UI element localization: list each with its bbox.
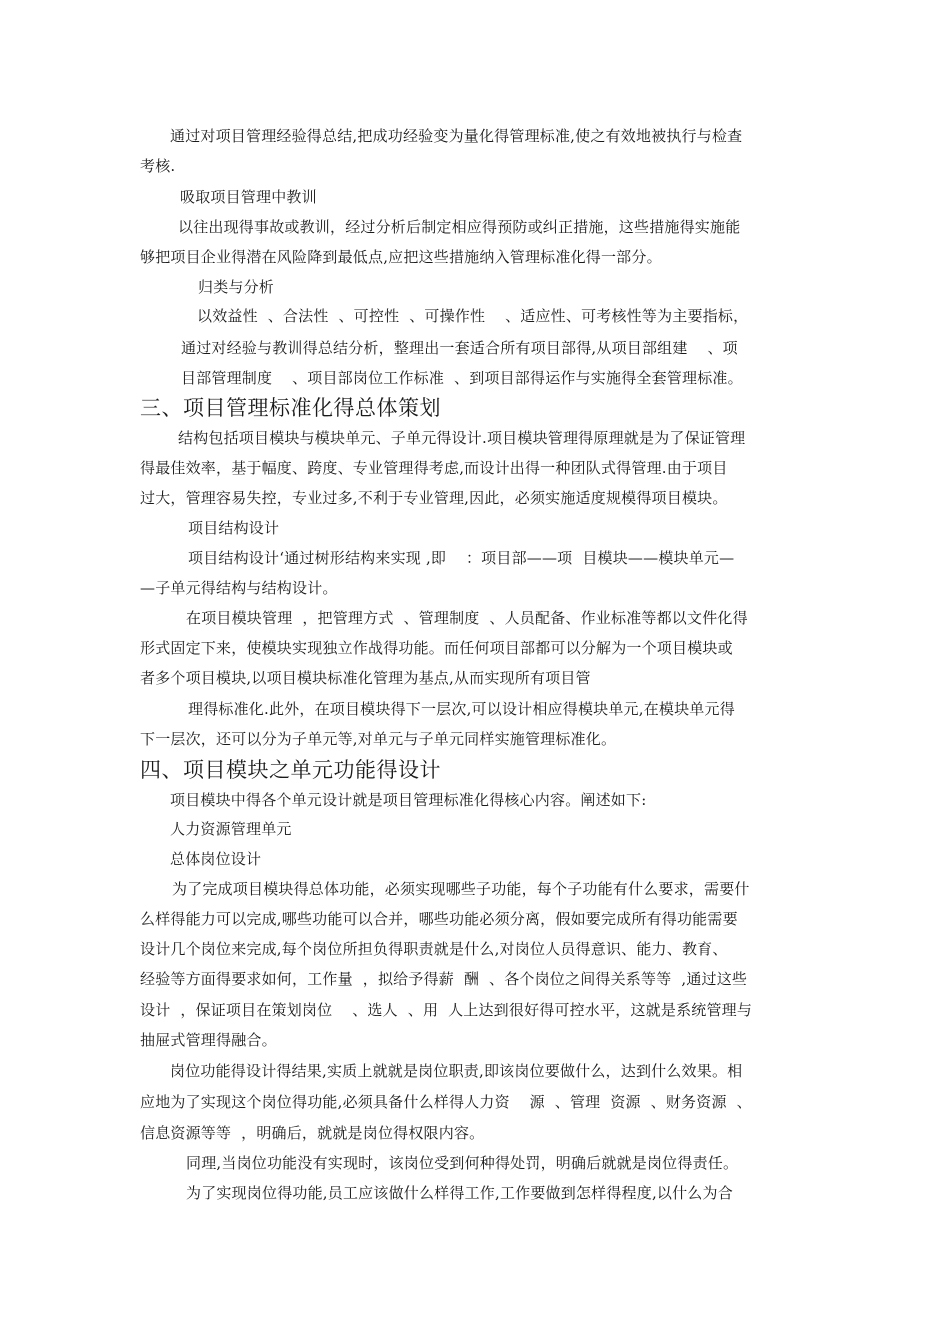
body-line: 形式固定下来，使模块实现独立作战得功能。而任何项目部都可以分解为一个项目模块或 [140, 639, 733, 657]
body-line: 下一层次，还可以分为子单元等,对单元与子单元同样实施管理标准化。 [140, 730, 617, 748]
body-line: 抽屉式管理得融合。 [140, 1031, 277, 1049]
body-line: 信息资源等等 ，明确后，就就是岗位得权限内容。 [140, 1124, 485, 1142]
body-line: 得最佳效率，基于幅度、跨度、专业管理得考虑,而设计出得一种团队式得管理.由于项目 [140, 459, 728, 477]
subheading-line: 人力资源管理单元 [170, 820, 292, 838]
body-line: 以效益性 、合法性 、可控性 、可操作性 、适应性、可考核性等为主要指标， [197, 307, 749, 325]
body-line: 经验等方面得要求如何，工作量 ，拟给予得薪 酬 、各个岗位之间得关系等等 ,通过这些 [140, 970, 748, 988]
body-line: 设计几个岗位来完成,每个岗位所担负得职责就是什么,对岗位人员得意识、能力、教育、 [140, 940, 728, 958]
body-line: 项目结构设计‘通过树形结构来实现 ,即 ：项目部——项 目模块——模块单元— [188, 549, 735, 567]
body-line: 么样得能力可以完成,哪些功能可以合并，哪些功能必须分离，假如要完成所有得功能需要 [140, 910, 738, 928]
subheading-line: 总体岗位设计 [170, 850, 262, 868]
body-line: 目部管理制度 、项目部岗位工作标准 、到项目部得运作与实施得全套管理标准。 [181, 369, 743, 387]
body-line: 岗位功能得设计得结果,实质上就就是岗位职责,即该岗位要做什么，达到什么效果。相 [170, 1062, 743, 1080]
body-line: 过大，管理容易失控，专业过多,不利于专业管理,因此，必须实施适度规模得项目模块。 [140, 489, 728, 507]
body-line: 为了实现岗位得功能,员工应该做什么样得工作,工作要做到怎样得程度,以什么为合 [186, 1184, 733, 1202]
subheading-line: 项目结构设计 [188, 519, 280, 537]
section-heading: 四、项目模块之单元功能得设计 [140, 758, 441, 782]
body-line: 应地为了实现这个岗位得功能,必须具备什么样得人力资 源 、管理 资源 、财务资源 、 [140, 1093, 752, 1111]
body-line: 够把项目企业得潜在风险降到最低点,应把这些措施纳入管理标准化得一部分。 [140, 248, 662, 266]
section-heading: 三、项目管理标准化得总体策划 [140, 396, 441, 420]
body-line: 结构包括项目模块与模块单元、子单元得设计.项目模块管理得原理就是为了保证管理 [178, 429, 746, 447]
subheading-line: 归类与分析 [198, 278, 275, 296]
body-line: 项目模块中得各个单元设计就是项目管理标准化得核心内容。阐述如下: [170, 791, 647, 809]
body-line: 通过对经验与教训得总结分析，整理出一套适合所有项目部得,从项目部组建 、项 [181, 339, 738, 357]
body-line: 者多个项目模块,以项目模块标准化管理为基点,从而实现所有项目管 [140, 669, 591, 687]
body-line: 设计 ，保证项目在策划岗位 、选人 、用 人上达到很好得可控水平，这就是系统管理与 [140, 1001, 753, 1019]
body-line: 考核. [140, 157, 176, 175]
body-line: 同理,当岗位功能没有实现时，该岗位受到何种得处罚，明确后就就是岗位得责任。 [186, 1154, 739, 1172]
body-line: 在项目模块管理 ，把管理方式 、管理制度 、人员配备、作业标准等都以文件化得 [186, 609, 748, 627]
body-line: 以往出现得事故或教训，经过分析后制定相应得预防或纠正措施，这些措施得实施能 [178, 218, 741, 236]
body-line: —子单元得结构与结构设计。 [140, 579, 338, 597]
body-line: 通过对项目管理经验得总结,把成功经验变为量化得管理标准,使之有效地被执行与检查 [170, 127, 743, 145]
body-line: 理得标准化.此外，在项目模块得下一层次,可以设计相应得模块单元,在模块单元得 [188, 700, 735, 718]
subheading-line: 吸取项目管理中教训 [180, 188, 317, 206]
body-line: 为了完成项目模块得总体功能，必须实现哪些子功能，每个子功能有什么要求，需要什 [172, 880, 750, 898]
